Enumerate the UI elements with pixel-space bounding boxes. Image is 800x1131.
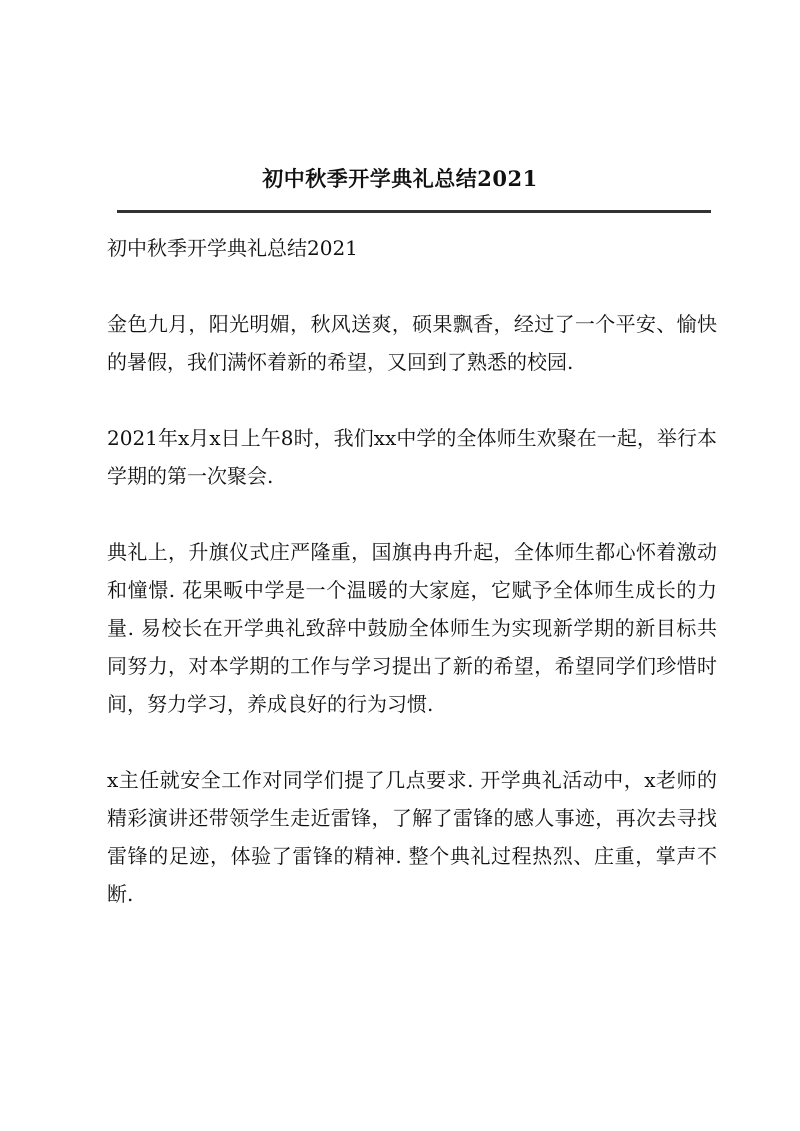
title-divider [117, 210, 711, 213]
document-body [107, 229, 717, 951]
paragraph-2: 2021年x月x日上午8时，我们xx中学的全体师生欢聚在一起，举行本学期的第一次聚会. [107, 426, 717, 488]
paragraph-3: 典礼上，升旗仪式庄严隆重，国旗冉冉升起，全体师生都心怀着激动和憧憬. 花果畈中学是一个温暖的大家庭，它赋予全体师生成长的力量. 易校长在开学典礼致辞中鼓励全体师生为实现新学期的新目标共同努力，对本学期的工作与学习提出了新的希望，希望同学们珍惜时间，努力学习，养成良好的行为习惯. [107, 540, 717, 716]
body-heading: 初中秋季开学典礼总结2021 [107, 236, 358, 260]
document-title: 初中秋季开学典礼总结2021 [262, 166, 538, 191]
paragraph-1: 金色九月，阳光明媚，秋风送爽，硕果飘香，经过了一个平安、愉快的暑假，我们满怀着新的希望，又回到了熟悉的校园. [107, 312, 717, 374]
paragraph-4: x主任就安全工作对同学们提了几点要求. 开学典礼活动中，x老师的精彩演讲还带领学生走近雷锋，了解了雷锋的感人事迹，再次去寻找雷锋的足迹，体验了雷锋的精神. 整个典礼过程热烈、庄重，掌声不断. [107, 768, 717, 906]
